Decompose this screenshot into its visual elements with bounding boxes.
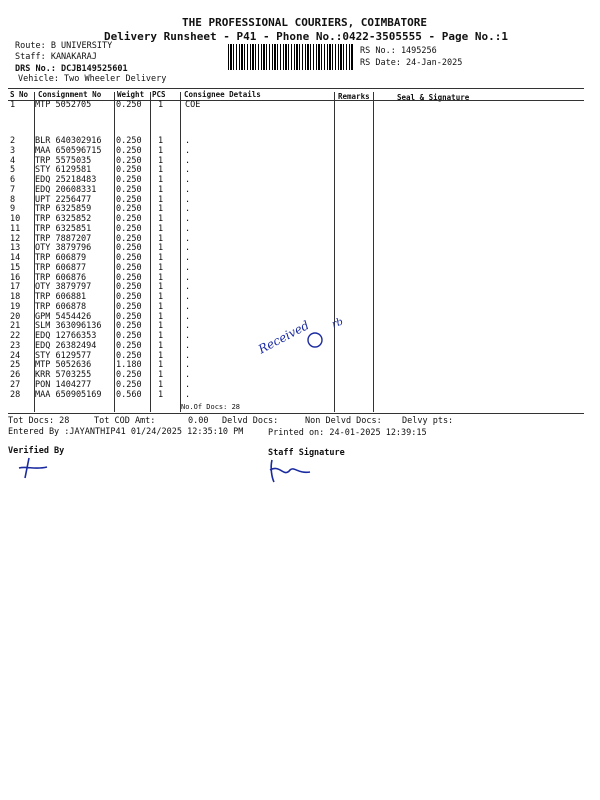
col-divider [373,92,374,412]
row-consignee: . [185,223,191,234]
rs-date: RS Date: 24-Jan-2025 [360,58,463,68]
row-pcs: 1 [158,223,164,234]
staff-signature-label: Staff Signature [268,448,345,458]
row-consignment: OTY 3879797 [35,282,92,293]
row-sno: 18 [10,292,21,302]
row-weight: 0.250 [116,214,142,224]
row-consignee: . [185,311,191,322]
row-pcs: 1 [158,350,164,361]
received-handwriting: Received [256,318,312,357]
row-consignment: OTY 3879796 [35,243,92,254]
col-seal: Seal & Signature [397,93,470,102]
row-sno: 13 [10,243,21,254]
row-pcs: 1 [158,379,164,390]
row-consignment: TRP 606881 [35,292,87,302]
total-cod-value: 0.00 [188,416,209,426]
row-consignee: . [185,389,191,400]
row-weight: 0.250 [116,194,142,205]
row-sno: 23 [10,340,21,351]
row-sno: 7 [10,184,16,195]
row-pcs: 1 [158,340,164,351]
row-consignee: . [185,321,191,332]
row-weight: 0.250 [116,301,142,312]
row-pcs: 1 [158,184,164,195]
row-consignment: BLR 640302916 [35,136,102,146]
row-weight: 1.180 [116,360,142,371]
row-consignee: . [185,370,191,380]
header-bottom-border [8,100,584,101]
row-pcs: 1 [158,360,164,371]
entered-by: Entered By :JAYANTHIP41 01/24/2025 12:35:10 PM [8,427,244,437]
col-weight: Weight [117,90,145,99]
row-pcs: 1 [158,233,164,244]
row-consignee: . [185,340,191,351]
row-weight: 0.250 [116,145,142,156]
col-divider [114,92,115,412]
table-top-border [8,88,584,89]
row-sno: 10 [10,214,21,224]
row-consignment: PON 1404277 [35,379,92,390]
row-sno: 24 [10,350,21,361]
row-consignment: EDQ 12766353 [35,331,97,341]
row-weight: 0.250 [116,155,142,166]
row-consignment: TRP 606878 [35,301,87,312]
row-consignment: TRP 606876 [35,272,87,283]
row-consignment: TRP 606877 [35,262,87,273]
row-pcs: 1 [158,204,164,215]
row-pcs: 1 [158,262,164,273]
col-pcs: PCS [152,90,166,99]
row-consignee: . [185,204,191,215]
rs-number: RS No.: 1495256 [360,46,437,56]
printed-on: Printed on: 24-01-2025 12:39:15 [268,428,427,438]
row-pcs: 1 [158,311,164,322]
row-consignment: EDQ 20608331 [35,184,97,195]
row-sno: 16 [10,272,21,283]
row-consignee: . [185,145,191,156]
barcode-icon [228,44,353,70]
row-pcs: 1 [158,136,164,146]
row-sno: 22 [10,331,21,341]
row-sno: 21 [10,321,21,332]
handwriting-circle [305,330,325,350]
row-pcs: 1 [158,100,164,110]
row-weight: 0.560 [116,389,142,400]
row-consignment: MTP 5052705 [35,100,92,110]
row-consignee: . [185,175,191,185]
row-consignment: EDQ 26382494 [35,340,97,351]
total-docs: Tot Docs: 28 [8,416,70,426]
row-weight: 0.250 [116,243,142,254]
row-consignment: SLM 363096136 [35,321,102,332]
col-sno: S No [10,90,29,99]
delivery-points: Delvy pts: [402,416,454,426]
row-consignee: COE [185,100,201,110]
row-sno: 12 [10,233,21,244]
row-pcs: 1 [158,389,164,400]
row-weight: 0.250 [116,350,142,361]
row-sno: 17 [10,282,21,293]
row-consignee: . [185,262,191,273]
col-consignee: Consignee Details [184,90,261,99]
row-weight: 0.250 [116,184,142,195]
row-weight: 0.250 [116,340,142,351]
row-weight: 0.250 [116,370,142,380]
row-consignee: . [185,165,191,176]
row-sno: 25 [10,360,21,371]
row-consignment: TRP 6325851 [35,223,92,234]
runsheet-subtitle: Delivery Runsheet - P41 - Phone No.:0422-3505555 - Page No.:1 [104,30,508,43]
staff-signature [266,456,316,486]
row-weight: 0.250 [116,282,142,293]
row-pcs: 1 [158,194,164,205]
row-weight: 0.250 [116,253,142,263]
row-consignee: . [185,301,191,312]
row-weight: 0.250 [116,175,142,185]
row-sno: 11 [10,223,21,234]
company-title: THE PROFESSIONAL COURIERS, COIMBATORE [182,16,428,29]
initials-handwriting: rb [330,316,345,331]
row-pcs: 1 [158,243,164,254]
row-pcs: 1 [158,155,164,166]
row-consignee: . [185,253,191,263]
row-consignee: . [185,272,191,283]
row-sno: 1 [10,100,16,110]
row-sno: 4 [10,155,16,166]
row-consignment: TRP 5575035 [35,155,92,166]
row-sno: 6 [10,175,16,185]
row-sno: 26 [10,370,21,380]
row-weight: 0.250 [116,262,142,273]
row-pcs: 1 [158,214,164,224]
col-remarks: Remarks [338,92,370,101]
row-consignee: . [185,155,191,166]
row-consignee: . [185,214,191,224]
row-weight: 0.250 [116,292,142,302]
row-consignee: . [185,136,191,146]
row-consignment: STY 6129581 [35,165,92,176]
row-consignee: . [185,194,191,205]
col-consignment: Consignment No [38,90,102,99]
row-consignee: . [185,243,191,254]
row-pcs: 1 [158,370,164,380]
row-sno: 27 [10,379,21,390]
total-cod-label: Tot COD Amt: [94,416,156,426]
no-of-docs: No.Of Docs: 28 [181,403,241,411]
row-consignee: . [185,379,191,390]
row-consignment: TRP 7887207 [35,233,92,244]
row-weight: 0.250 [116,233,142,244]
row-sno: 5 [10,165,16,176]
table-bottom-border [8,413,584,414]
row-pcs: 1 [158,253,164,263]
row-weight: 0.250 [116,311,142,322]
row-pcs: 1 [158,282,164,293]
row-weight: 0.250 [116,136,142,146]
vehicle: Vehicle: Two Wheeler Delivery [18,74,167,84]
row-consignment: TRP 6325852 [35,214,92,224]
row-weight: 0.250 [116,100,142,110]
drs-number: DRS No.: DCJB149525601 [15,64,128,74]
staff: Staff: KANAKARAJ [15,52,97,62]
row-consignee: . [185,350,191,361]
row-pcs: 1 [158,145,164,156]
row-sno: 8 [10,194,16,205]
row-sno: 28 [10,389,21,400]
row-consignment: MAA 650905169 [35,389,102,400]
row-weight: 0.250 [116,321,142,332]
non-delivered-docs: Non Delvd Docs: [305,416,382,426]
row-weight: 0.250 [116,331,142,341]
row-sno: 9 [10,204,16,215]
row-weight: 0.250 [116,165,142,176]
row-consignment: STY 6129577 [35,350,92,361]
row-consignee: . [185,233,191,244]
delivered-docs: Delvd Docs: [222,416,279,426]
col-divider [180,92,181,412]
row-sno: 2 [10,136,16,146]
row-weight: 0.250 [116,272,142,283]
row-consignment: GPM 5454426 [35,311,92,322]
row-pcs: 1 [158,272,164,283]
row-pcs: 1 [158,331,164,341]
row-sno: 15 [10,262,21,273]
row-consignment: TRP 606879 [35,253,87,263]
row-consignment: UPT 2256477 [35,194,92,205]
row-pcs: 1 [158,175,164,185]
row-weight: 0.250 [116,379,142,390]
row-consignment: EDQ 25218483 [35,175,97,185]
row-consignee: . [185,292,191,302]
col-divider [150,92,151,412]
row-consignment: TRP 6325859 [35,204,92,215]
row-consignee: . [185,331,191,341]
row-consignment: MTP 5052636 [35,360,92,371]
verified-by-label: Verified By [8,446,65,456]
row-pcs: 1 [158,292,164,302]
row-consignee: . [185,360,191,371]
row-weight: 0.250 [116,204,142,215]
row-consignee: . [185,282,191,293]
row-consignee: . [185,184,191,195]
row-pcs: 1 [158,321,164,332]
verifier-signature [15,456,55,482]
row-consignment: MAA 650596715 [35,145,102,156]
row-sno: 20 [10,311,21,322]
row-sno: 19 [10,301,21,312]
row-pcs: 1 [158,165,164,176]
row-sno: 14 [10,253,21,263]
route: Route: B UNIVERSITY [15,41,113,51]
col-divider [334,92,335,412]
row-pcs: 1 [158,301,164,312]
row-weight: 0.250 [116,223,142,234]
row-sno: 3 [10,145,16,156]
row-consignment: KRR 5703255 [35,370,92,380]
